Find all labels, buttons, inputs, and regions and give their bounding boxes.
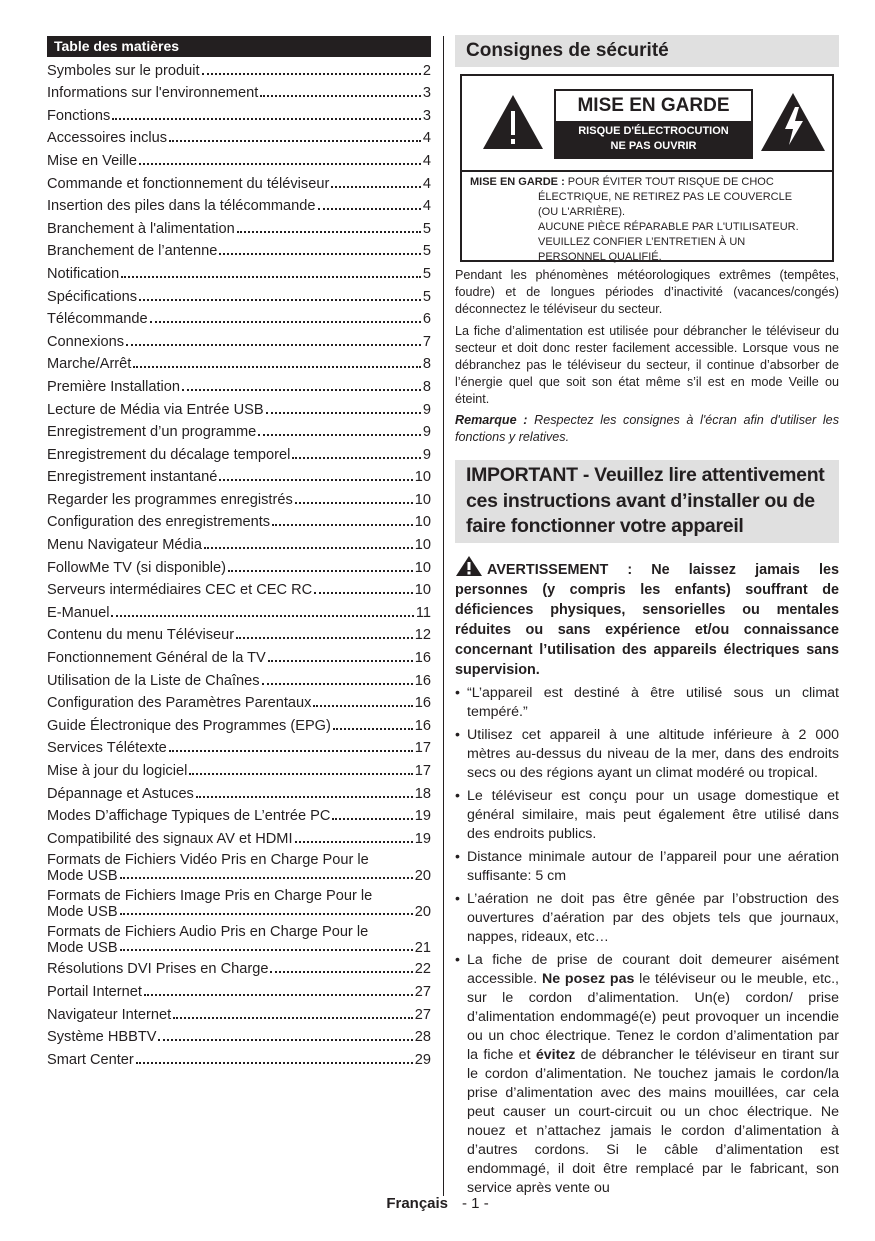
toc-item[interactable]: [47, 830, 431, 848]
toc-page-number: 3: [422, 85, 431, 102]
table-of-contents: [47, 36, 431, 1069]
bullet-item: • La fiche de prise de courant doit demeurer aisément accessible. Ne posez pas le téléviseur ou le meuble, etc., sur le cordon d’alimentation. Un(e) cordon/ prise d’alimentation endommagé(e) peut provoquer un incendie ou un choc électrique. Tenez le cordon d’alimentation par la fiche et évitez de débrancher le téléviseur en tirant sur le cordon d’alimentation. Ne touchez jamais le cordon/la prise d’alimentation avec des mains mouillées, car cela peut causer un court-circuit ou un choc électrique. Ne nouez et n’attachez jamais le cordon d’alimentation à d’autres cordons. Si le câble d’alimentation est endommagé, il doit être remplacé par le fabricant, son service après vente ou: [455, 951, 839, 1196]
toc-item[interactable]: [47, 84, 431, 102]
toc-item-label: Informations sur l'environnement: [47, 85, 259, 102]
toc-item-label: Configuration des enregistrements: [47, 514, 271, 531]
toc-item-label: Serveurs intermédiaires CEC et CEC RC: [47, 582, 313, 599]
toc-page-number: 19: [414, 830, 431, 847]
toc-item[interactable]: [47, 491, 431, 509]
toc-leader-dots: [295, 502, 413, 504]
toc-item[interactable]: [47, 807, 431, 825]
safety-section: [455, 35, 839, 1198]
toc-item-label: Symboles sur le produit: [47, 62, 200, 79]
toc-leader-dots: [189, 773, 412, 775]
toc-page-number: 27: [414, 1006, 431, 1023]
toc-page-number: 5: [422, 243, 431, 260]
toc-leader-dots: [158, 1039, 412, 1041]
toc-leader-dots: [150, 321, 421, 323]
toc-page-number: 10: [414, 491, 431, 508]
toc-page-number: 9: [422, 446, 431, 463]
remark-paragraph: Remarque : Respectez les consignes à l'écran afin d'utiliser les fonctions y relatives.: [455, 413, 839, 444]
toc-item-label-cont: Mode USB: [47, 939, 118, 956]
toc-item[interactable]: [47, 401, 431, 419]
toc-page-number: 28: [414, 1029, 431, 1046]
toc-page-number: 11: [415, 604, 431, 621]
toc-item[interactable]: [47, 672, 431, 690]
toc-page-number: 5: [422, 288, 431, 305]
toc-item-label: Marche/Arrêt: [47, 356, 132, 373]
toc-leader-dots: [120, 949, 413, 951]
toc-item[interactable]: [47, 242, 431, 260]
toc-item-label: Formats de Fichiers Image Pris en Charge Pour le: [47, 887, 373, 904]
safety-title: Consignes de sécurité: [455, 35, 839, 67]
toc-leader-dots: [270, 971, 412, 973]
column-divider: [443, 36, 444, 1196]
toc-item[interactable]: [47, 983, 431, 1001]
toc-page-number: 4: [422, 130, 431, 147]
toc-page-number: 3: [422, 107, 431, 124]
toc-leader-dots: [318, 208, 421, 210]
toc-item-label: Configuration des Paramètres Parentaux: [47, 695, 312, 712]
toc-page-number: 4: [422, 175, 431, 192]
warning-box-text: MISE EN GARDE : POUR ÉVITER TOUT RISQUE DE CHOC ÉLECTRIQUE, NE RETIREZ PAS LE COUVERCLE (OU L'ARRIÈRE). AUCUNE PIÈCE RÉPARABLE PAR L'UTILISATEUR. VEUILLEZ CONFIER L’ENTRETIEN À UN PERSONNEL QUALIFIÉ.: [470, 176, 799, 263]
toc-leader-dots: [196, 796, 413, 798]
toc-page-number: 4: [422, 198, 431, 215]
toc-item-label: Formats de Fichiers Audio Pris en Charge Pour le: [47, 923, 369, 940]
toc-leader-dots: [314, 592, 413, 594]
bullet-item: • “L’appareil est destiné à être utilisé sous un climat tempéré.”: [455, 684, 839, 720]
toc-page-number: 9: [422, 424, 431, 441]
bullet-item: • Distance minimale autour de l’appareil pour une aération suffisante: 5 cm: [455, 848, 839, 884]
toc-item-label: Insertion des piles dans la télécommande: [47, 198, 316, 215]
weather-paragraph: Pendant les phénomènes météorologiques extrêmes (tempêtes, foudre) et de longues périodes d’inactivité (vacances/congés) déconnectez le téléviseur du secteur.: [455, 268, 839, 316]
toc-leader-dots: [173, 1017, 413, 1019]
toc-item[interactable]: [47, 785, 431, 803]
toc-item[interactable]: [47, 197, 431, 215]
toc-item-label: Spécifications: [47, 288, 138, 305]
toc-item-label: Smart Center: [47, 1051, 134, 1068]
toc-item-label: Lecture de Média via Entrée USB: [47, 401, 264, 418]
warning-box: [460, 74, 834, 262]
toc-item[interactable]: [47, 626, 431, 644]
toc-item-label-cont: Mode USB: [47, 903, 118, 920]
toc-item-label: Compatibilité des signaux AV et HDMI: [47, 830, 293, 847]
toc-item-label: Regarder les programmes enregistrés: [47, 491, 293, 508]
toc-leader-dots: [169, 140, 421, 142]
toc-leader-dots: [112, 118, 421, 120]
toc-item-label: Télécommande: [47, 311, 148, 328]
toc-item-label: Navigateur Internet: [47, 1006, 172, 1023]
toc-page-number: 16: [414, 672, 431, 689]
toc-page-number: 20: [414, 867, 431, 884]
toc-item[interactable]: [47, 446, 431, 464]
toc-leader-dots: [139, 299, 421, 301]
toc-item-label: Modes D’affichage Typiques de L’entrée PC: [47, 808, 331, 825]
toc-list: [47, 62, 431, 1069]
toc-item[interactable]: [47, 694, 431, 712]
toc-title: Table des matières: [47, 36, 431, 57]
toc-page-number: 10: [414, 559, 431, 576]
toc-item[interactable]: [47, 423, 431, 441]
toc-item[interactable]: [47, 513, 431, 531]
safety-bullet-list: [455, 684, 839, 1198]
toc-page-number: 2: [422, 62, 431, 79]
toc-leader-dots: [219, 479, 412, 481]
toc-item-label: Guide Électronique des Programmes (EPG): [47, 717, 331, 734]
toc-item[interactable]: [47, 852, 431, 884]
warning-heading: MISE EN GARDE: [554, 89, 753, 123]
exclamation-triangle-icon: [481, 93, 545, 151]
toc-page-number: 4: [422, 152, 431, 169]
toc-item[interactable]: [47, 62, 431, 80]
toc-item-label: Formats de Fichiers Vidéo Pris en Charge Pour le: [47, 851, 369, 868]
toc-item-label: Menu Navigateur Média: [47, 537, 202, 554]
toc-leader-dots: [204, 547, 413, 549]
toc-item[interactable]: [47, 604, 431, 622]
toc-leader-dots: [260, 95, 421, 97]
toc-item[interactable]: [47, 960, 431, 978]
toc-item[interactable]: [47, 717, 431, 735]
toc-item-label: Branchement de l’antenne: [47, 243, 218, 260]
bullet-item: • Le téléviseur est conçu pour un usage domestique et général similaire, mais peut également être utilisé dans des endroits publics.: [455, 787, 839, 842]
power-plug-paragraph: La fiche d’alimentation est utilisée pour débrancher le téléviseur du secteur et doit donc rester facilement accessible. Lorsque vous ne débranchez pas le téléviseur du secteur, il continue d’absorber de l’énergie quel que soit son état même s’il est en mode Veille ou éteint.: [455, 324, 839, 406]
toc-leader-dots: [136, 1062, 413, 1064]
bullet-dot: •: [455, 848, 460, 865]
toc-item[interactable]: [47, 762, 431, 780]
toc-item[interactable]: [47, 355, 431, 373]
toc-item[interactable]: [47, 152, 431, 170]
toc-item-label: Branchement à l'alimentation: [47, 220, 235, 237]
toc-item[interactable]: [47, 536, 431, 554]
toc-item-label: Mise en Veille: [47, 152, 138, 169]
toc-leader-dots: [121, 276, 421, 278]
toc-page-number: 17: [414, 740, 431, 757]
toc-page-number: 18: [414, 785, 431, 802]
toc-leader-dots: [144, 994, 413, 996]
toc-item[interactable]: [47, 739, 431, 757]
toc-item-label: FollowMe TV (si disponible): [47, 559, 226, 576]
toc-item[interactable]: [47, 333, 431, 351]
toc-leader-dots: [139, 163, 421, 165]
toc-item-label: Connexions: [47, 333, 125, 350]
toc-item-label: Enregistrement instantané: [47, 469, 218, 486]
avertissement-paragraph: AVERTISSEMENT : Ne laissez jamais les personnes (y compris les enfants) souffrant de déficiences physiques, sensorielles ou mentales réduites ou sans expérience et/ou connaissance concernant l’utilisation des appareils électriques sans supervision.: [455, 555, 839, 680]
toc-item[interactable]: [47, 107, 431, 125]
bullet-dot: •: [455, 726, 460, 743]
toc-item-label-cont: Mode USB: [47, 867, 118, 884]
bullet-item: • Utilisez cet appareil à une altitude inférieure à 2 000 mètres au-dessus du niveau de la mer, dans des endroits secs ou des régions ayant un climat modéré ou tropical.: [455, 726, 839, 781]
toc-leader-dots: [202, 73, 421, 75]
toc-page-number: 7: [422, 333, 431, 350]
warning-subheading: RISQUE D'ÉLECTROCUTION NE PAS OUVRIR: [554, 121, 753, 159]
toc-page-number: 21: [414, 939, 431, 956]
toc-page-number: 12: [414, 627, 431, 644]
toc-page-number: 9: [422, 401, 431, 418]
bullet-dot: •: [455, 787, 460, 804]
toc-leader-dots: [313, 705, 412, 707]
toc-item-label: Fonctionnement Général de la TV: [47, 650, 266, 667]
toc-page-number: 6: [422, 311, 431, 328]
toc-item-label: Fonctions: [47, 107, 111, 124]
toc-page-number: 10: [414, 537, 431, 554]
toc-page-number: 8: [422, 378, 431, 395]
toc-page-number: 10: [414, 469, 431, 486]
toc-item[interactable]: [47, 468, 431, 486]
toc-item[interactable]: [47, 559, 431, 577]
toc-leader-dots: [292, 457, 421, 459]
toc-item-label: Résolutions DVI Prises en Charge: [47, 961, 269, 978]
toc-leader-dots: [272, 524, 413, 526]
toc-page-number: 5: [422, 220, 431, 237]
toc-leader-dots: [268, 660, 413, 662]
toc-item-label: Portail Internet: [47, 983, 142, 1000]
toc-leader-dots: [126, 344, 421, 346]
toc-item[interactable]: [47, 924, 431, 956]
toc-leader-dots: [120, 877, 413, 879]
toc-item[interactable]: [47, 1028, 431, 1046]
toc-item-label: Enregistrement du décalage temporel: [47, 446, 291, 463]
page-footer: [0, 1195, 875, 1212]
toc-leader-dots: [258, 434, 421, 436]
toc-leader-dots: [331, 186, 421, 188]
toc-item[interactable]: [47, 649, 431, 667]
toc-item-label: Dépannage et Astuces: [47, 785, 194, 802]
toc-item-label: Accessoires inclus: [47, 130, 168, 147]
toc-item-label: Enregistrement d’un programme: [47, 424, 257, 441]
toc-leader-dots: [237, 231, 421, 233]
toc-page-number: 10: [414, 582, 431, 599]
toc-page-number: 16: [414, 695, 431, 712]
toc-leader-dots: [111, 615, 413, 617]
toc-item-label: Commande et fonctionnement du téléviseur: [47, 175, 330, 192]
toc-leader-dots: [295, 841, 413, 843]
toc-page-number: 16: [414, 717, 431, 734]
bullet-dot: •: [455, 951, 460, 968]
toc-item[interactable]: [47, 175, 431, 193]
toc-leader-dots: [219, 253, 420, 255]
toc-item[interactable]: [47, 288, 431, 306]
toc-leader-dots: [332, 818, 412, 820]
warning-icon: [455, 555, 483, 577]
toc-item-label: Première Installation: [47, 378, 181, 395]
toc-leader-dots: [228, 570, 413, 572]
toc-item[interactable]: [47, 129, 431, 147]
toc-item[interactable]: [47, 888, 431, 920]
toc-item-label: Notification: [47, 265, 120, 282]
toc-item[interactable]: [47, 378, 431, 396]
toc-item[interactable]: [47, 1006, 431, 1024]
toc-page-number: 5: [422, 265, 431, 282]
toc-page-number: 20: [414, 903, 431, 920]
toc-page-number: 22: [414, 961, 431, 978]
toc-item-label: E-Manuel: [47, 604, 110, 621]
toc-item-label: Services Télétexte: [47, 740, 167, 757]
lightning-triangle-icon: [759, 91, 827, 153]
toc-page-number: 17: [414, 763, 431, 779]
toc-leader-dots: [120, 913, 413, 915]
toc-page-number: 27: [414, 983, 431, 1000]
toc-page-number: 16: [414, 650, 431, 667]
important-title: IMPORTANT - Veuillez lire attentivement ces instructions avant d’installer ou de faire fonctionner votre appareil: [455, 460, 839, 543]
toc-leader-dots: [182, 389, 421, 391]
toc-leader-dots: [333, 728, 413, 730]
toc-item-label: Mise à jour du logiciel: [47, 763, 188, 779]
bullet-dot: •: [455, 890, 460, 907]
toc-item[interactable]: [47, 581, 431, 599]
toc-item-label: Utilisation de la Liste de Chaînes: [47, 672, 260, 689]
bullet-item: • L’aération ne doit pas être gênée par l’obstruction des ouvertures d’aération par des objets tels que journaux, nappes, rideaux, etc…: [455, 890, 839, 945]
toc-item-label: Système HBBTV: [47, 1029, 157, 1046]
toc-leader-dots: [169, 750, 413, 752]
footer-language: Français: [386, 1195, 449, 1212]
toc-item[interactable]: [47, 220, 431, 238]
toc-item[interactable]: [47, 265, 431, 283]
toc-page-number: 8: [422, 356, 431, 373]
toc-leader-dots: [266, 412, 421, 414]
toc-page-number: 29: [414, 1051, 431, 1068]
toc-leader-dots: [133, 366, 421, 368]
page-number: - 1 -: [462, 1195, 489, 1212]
toc-page-number: 19: [414, 808, 431, 825]
bullet-dot: •: [455, 684, 460, 701]
toc-leader-dots: [262, 683, 413, 685]
toc-item-label: Contenu du menu Téléviseur: [47, 627, 235, 644]
toc-item[interactable]: [47, 1051, 431, 1069]
toc-item[interactable]: [47, 310, 431, 328]
toc-leader-dots: [236, 637, 413, 639]
toc-page-number: 10: [414, 514, 431, 531]
